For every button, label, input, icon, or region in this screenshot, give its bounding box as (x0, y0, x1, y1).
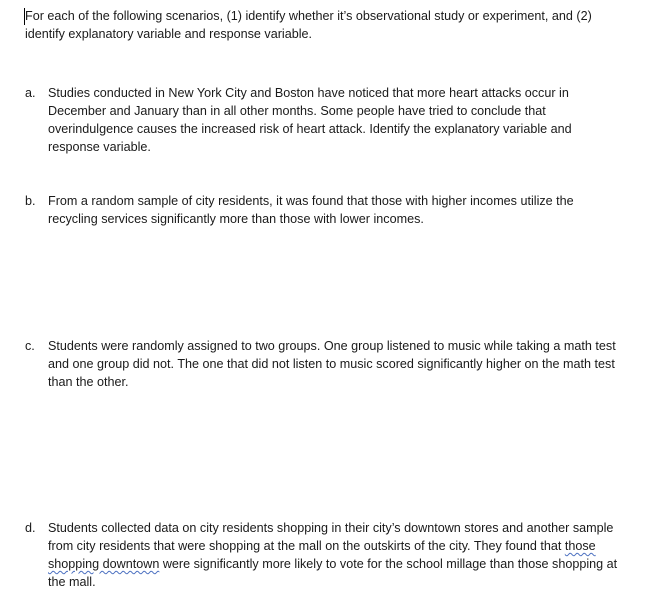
scenario-item-c (25, 337, 625, 391)
scenario-item-d (25, 519, 625, 591)
list-marker: d. (25, 521, 36, 535)
scenario-text: Studies conducted in New York City and Boston have noticed that more heart attacks occur in December and January than in all other months. Some people have tried to conclude that overindulgence causes the increased risk of heart attack. Identify the explanatory variable and response variable. (48, 86, 572, 154)
list-marker: c. (25, 339, 35, 353)
grammar-flagged-phrase[interactable]: those shopping downtown (48, 539, 596, 571)
instructions-paragraph: For each of the following scenarios, (1) identify whether it’s observational study or experiment, and (2) identify explanatory variable and response variable. (25, 9, 592, 41)
scenario-text-part: were significantly more likely to vote for the school millage than those shopping at the mall. (48, 557, 618, 589)
scenario-text (48, 519, 625, 591)
list-marker: a. (25, 86, 36, 100)
list-marker: b. (25, 194, 36, 208)
scenario-text: From a random sample of city residents, it was found that those with higher incomes utilize the recycling services significantly more than those with lower incomes. (48, 194, 574, 226)
scenario-text-part: Students collected data on city residents shopping in their city’s downtown stores and another sample from city residents that were shopping at the mall on the outskirts of the city. They found that (48, 521, 614, 553)
scenario-item-b (25, 192, 625, 228)
scenario-item-a (25, 84, 625, 156)
scenario-text: Students were randomly assigned to two groups. One group listened to music while taking a math test and one group did not. The one that did not listen to music scored significantly higher on the math test than the other. (48, 339, 616, 389)
